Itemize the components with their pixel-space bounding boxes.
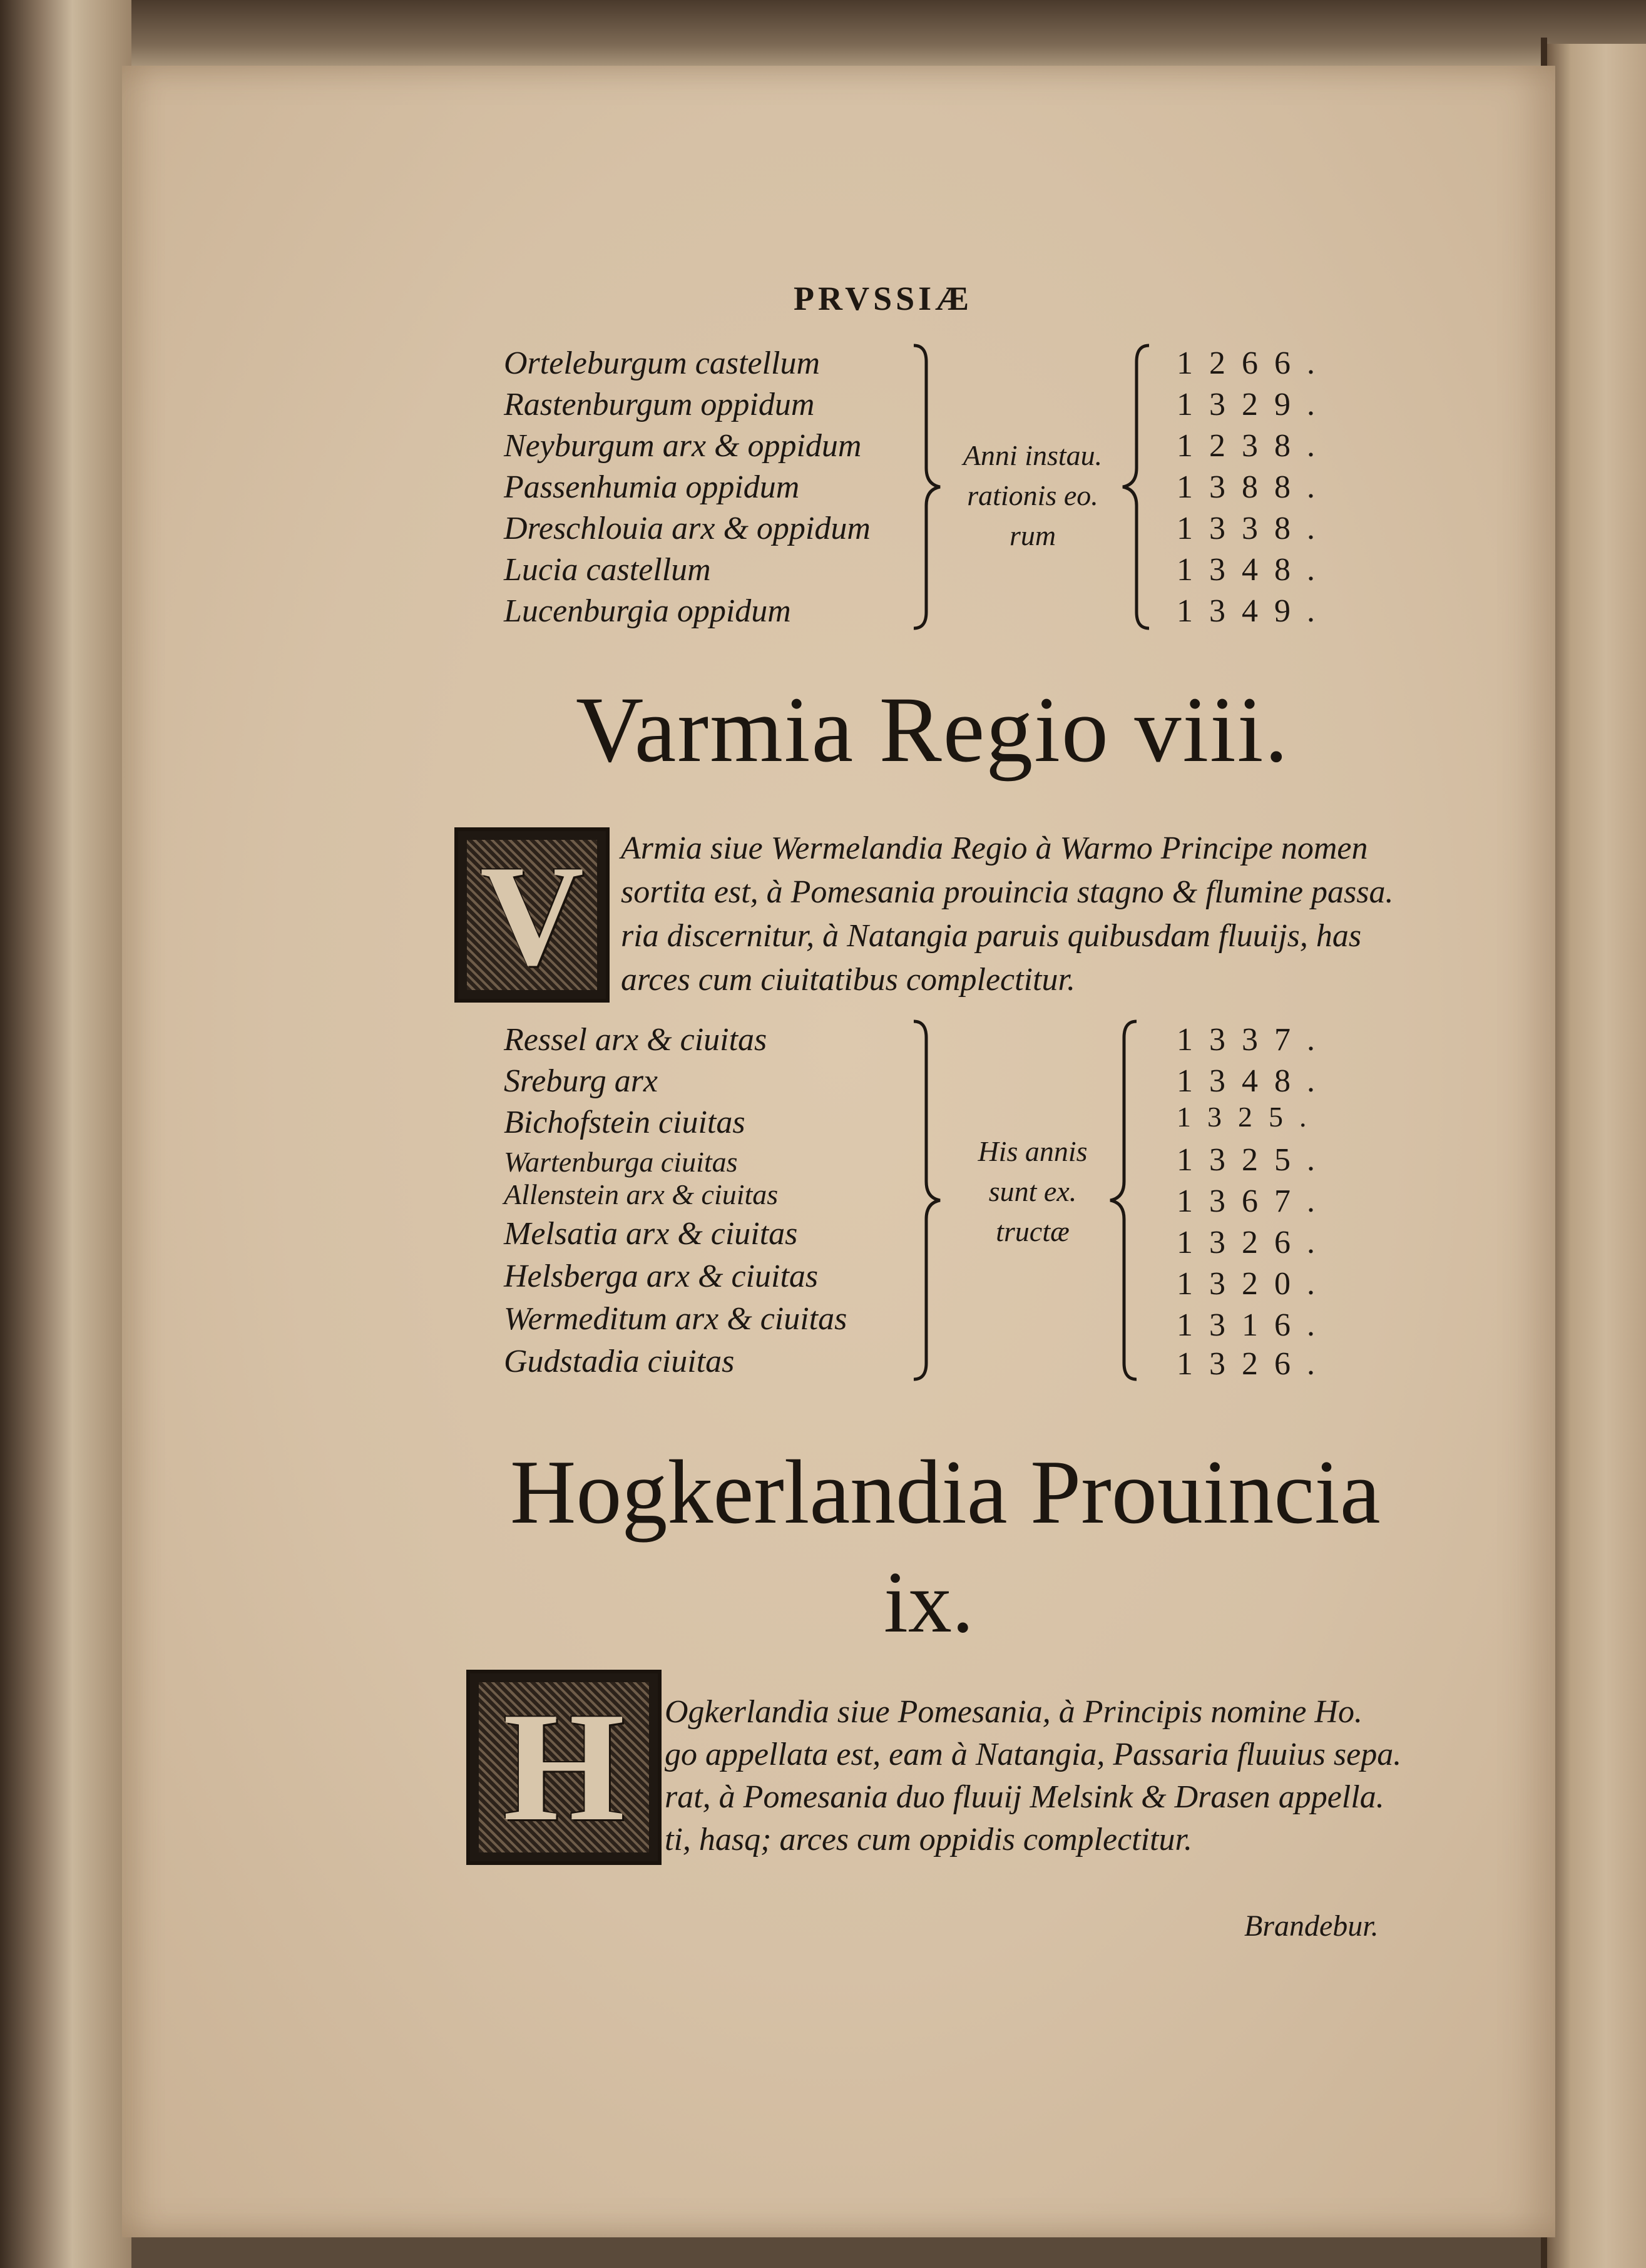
place-item: Dreschlouia arx & oppidum [504,511,871,546]
year-item: 1238. [1177,428,1331,464]
label-line: tructæ [996,1215,1070,1247]
places-list-1 [504,347,904,635]
place-item: Melsatia arx & ciuitas [504,1216,798,1252]
left-brace-1 [1120,343,1152,631]
year-item: 1325. [1177,1142,1331,1178]
paragraph-line: go appellata est, eam à Natangia, Passaria fluuius sepa. [665,1737,1402,1772]
places-list-2 [504,1024,904,1387]
year-item: 1348. [1177,552,1331,588]
initial-letter: H [503,1680,625,1854]
paragraph-line: Armia siue Wermelandia Regio à Warmo Principe nomen [621,830,1368,866]
year-item: 1349. [1177,593,1331,629]
year-item: 1316. [1177,1307,1331,1343]
year-item: 1367. [1177,1183,1331,1219]
section-heading-hogkerlandia: Hogkerlandia Prouincia [510,1441,1381,1543]
paragraph-line: sortita est, à Pomesania prouincia stagno & flumine passa. [621,874,1394,910]
place-item: Wartenburga ciuitas [504,1146,738,1178]
place-item: Rastenburgum oppidum [504,387,815,422]
book-top-edge [0,0,1646,75]
year-item: 1326. [1177,1225,1331,1260]
date-label-1 [939,436,1127,556]
paragraph-line: arces cum ciuitatibus complectitur. [621,962,1075,998]
year-item: 1320. [1177,1266,1331,1302]
year-item: 1337. [1177,1022,1331,1058]
year-item: 1329. [1177,387,1331,422]
left-brace-2 [1108,1019,1139,1382]
right-brace-2 [911,1019,943,1382]
paragraph-line: Ogkerlandia siue Pomesania, à Principis nomine Ho. [665,1694,1362,1730]
right-brace-1 [911,343,943,631]
book-page-edges [0,0,131,2268]
place-item: Allenstein arx & ciuitas [504,1178,779,1210]
year-item: 1326. [1177,1346,1331,1382]
initial-letter: V [479,835,585,995]
place-item: Helsberga arx & ciuitas [504,1259,819,1294]
decorative-initial-v [454,827,610,1003]
label-line: rationis eo. [967,479,1098,511]
place-item: Lucia castellum [504,552,711,588]
years-list-2 [1177,1024,1377,1387]
label-line: sunt ex. [988,1175,1077,1207]
year-item: 1388. [1177,469,1331,505]
year-item: 1325. [1177,1101,1323,1133]
place-item: Neyburgum arx & oppidum [504,428,862,464]
place-item: Gudstadia ciuitas [504,1344,735,1379]
paragraph-line: ria discernitur, à Natangia paruis quibusdam fluuijs, has [621,918,1362,954]
catchword: Brandebur. [1244,1909,1379,1943]
label-line: Anni instau. [963,439,1103,471]
year-item: 1348. [1177,1063,1331,1099]
running-head: PRVSSIÆ [794,280,973,317]
facing-page-edge [1546,44,1646,2268]
place-item: Lucenburgia oppidum [504,593,791,629]
paragraph-line: ti, hasq; arces cum oppidis complectitur. [665,1822,1192,1857]
year-item: 1266. [1177,345,1331,381]
year-item: 1338. [1177,511,1331,546]
label-line: rum [1009,519,1056,551]
section-heading-number: ix. [884,1554,974,1651]
decorative-initial-h [466,1670,662,1865]
paragraph-hogkerlandia [665,1696,1416,1871]
place-item: Bichofstein ciuitas [504,1105,745,1140]
years-list-1 [1177,347,1377,635]
place-item: Sreburg arx [504,1063,658,1099]
paragraph-varmia [621,832,1434,1008]
place-item: Orteleburgum castellum [504,345,820,381]
place-item: Ressel arx & ciuitas [504,1022,767,1058]
paragraph-line: rat, à Pomesania duo fluuij Melsink & Drasen appella. [665,1779,1384,1815]
place-item: Wermeditum arx & ciuitas [504,1301,847,1337]
label-line: His annis [978,1135,1088,1167]
place-item: Passenhumia oppidum [504,469,800,505]
date-label-2 [939,1131,1127,1252]
section-heading-varmia: Varmia Regio viii. [576,678,1289,782]
